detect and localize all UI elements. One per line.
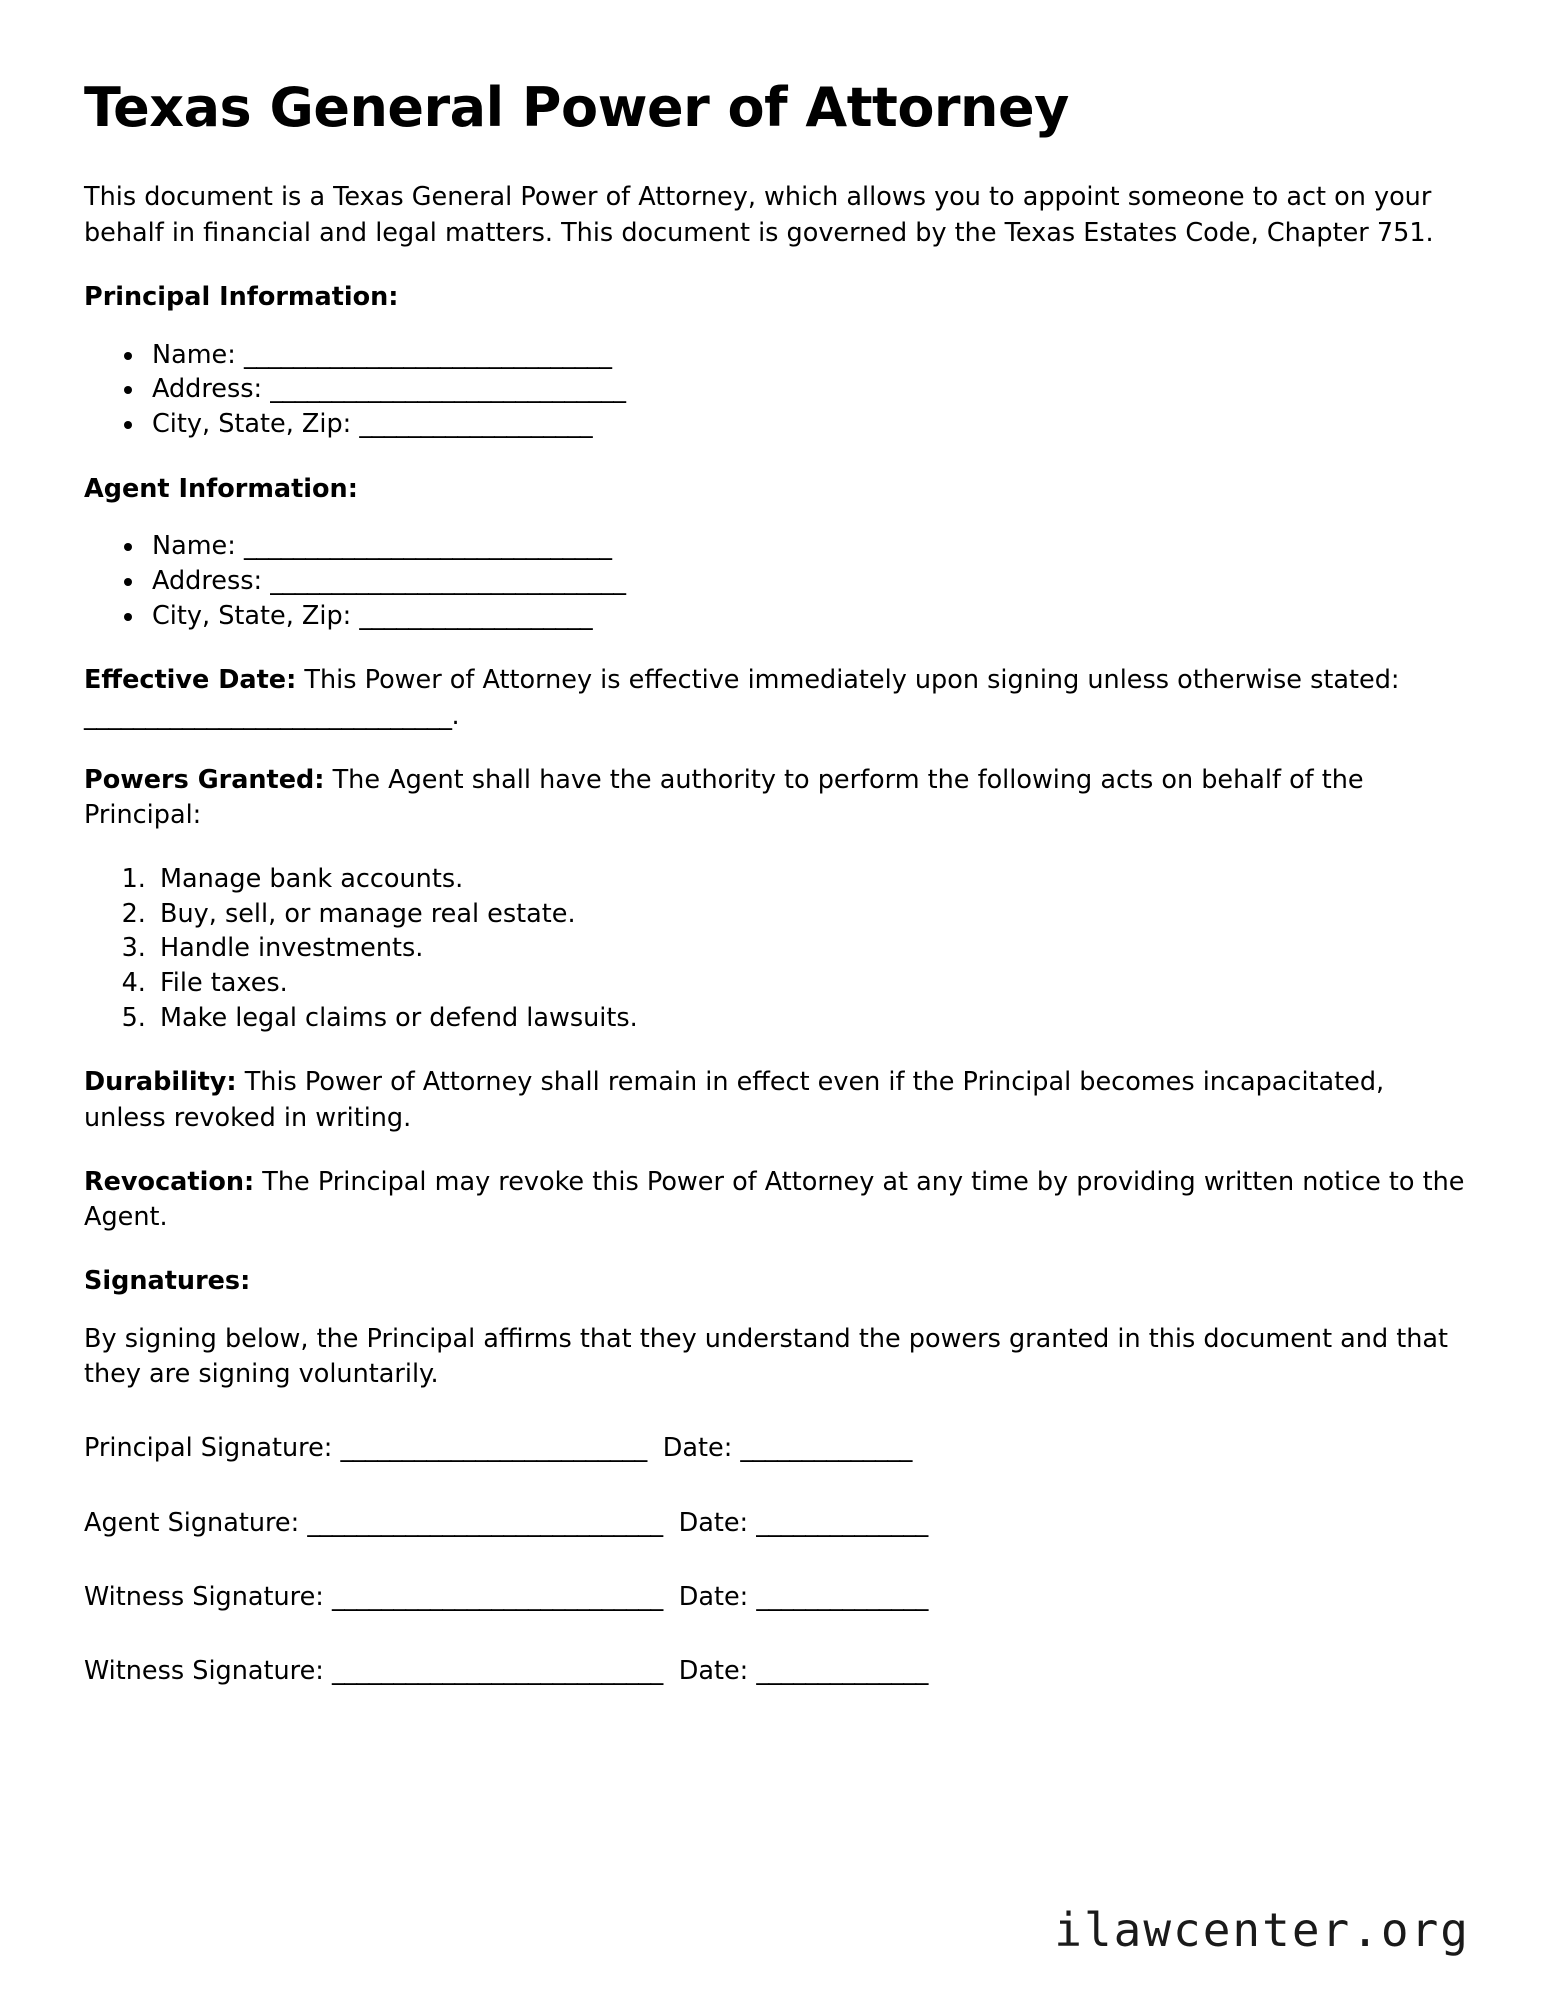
agent-date-blank[interactable]: ______________ bbox=[756, 1507, 928, 1538]
witness-two-date-label: Date: bbox=[678, 1656, 749, 1687]
powers-granted-lead: Powers Granted: bbox=[84, 764, 325, 795]
principal-city-state-zip-label: City, State, Zip: bbox=[152, 408, 352, 439]
list-item: 4. File taxes. bbox=[154, 966, 1470, 1001]
principal-signature-label: Principal Signature: bbox=[84, 1433, 333, 1464]
effective-date-suffix: . bbox=[451, 700, 460, 731]
intro-paragraph: This document is a Texas General Power of Attorney, which allows you to appoint someone to act on your behalf in financial and legal matters. This document is governed by the Texas Estates Code, Chapter 751. bbox=[84, 182, 1434, 249]
agent-information-heading: Agent Information: bbox=[84, 473, 358, 504]
witness-two-date-blank[interactable]: ______________ bbox=[756, 1656, 928, 1687]
signature-affirmation: By signing below, the Principal affirms that they understand the powers granted in this document and that they are signing voluntarily. bbox=[84, 1323, 1449, 1390]
list-item bbox=[146, 599, 1470, 634]
principal-name-label: Name: bbox=[152, 339, 236, 370]
principal-signature-blank[interactable]: _________________________ bbox=[340, 1433, 647, 1464]
principal-date-blank[interactable]: ______________ bbox=[740, 1433, 912, 1464]
list-item bbox=[146, 407, 1470, 442]
revocation-paragraph bbox=[84, 1165, 1470, 1236]
agent-field-list bbox=[84, 529, 1470, 633]
agent-signature-row bbox=[84, 1506, 1470, 1540]
list-item bbox=[146, 372, 1470, 407]
witness-one-signature-label: Witness Signature: bbox=[84, 1582, 324, 1613]
principal-address-label: Address: bbox=[152, 374, 263, 405]
effective-date-lead: Effective Date: bbox=[84, 665, 297, 696]
agent-address-label: Address: bbox=[152, 565, 263, 596]
effective-date-blank[interactable]: ______________________________ bbox=[84, 700, 452, 731]
list-item bbox=[146, 338, 1470, 373]
footer-watermark: ilawcenter.org bbox=[1054, 1903, 1470, 1957]
list-item bbox=[146, 564, 1470, 599]
principal-address-blank[interactable]: _____________________________ bbox=[270, 374, 626, 405]
principal-date-label: Date: bbox=[662, 1433, 733, 1464]
agent-name-blank[interactable]: ______________________________ bbox=[243, 531, 612, 562]
list-item bbox=[146, 529, 1470, 564]
principal-information-heading: Principal Information: bbox=[84, 281, 399, 312]
agent-city-state-zip-label: City, State, Zip: bbox=[152, 600, 352, 631]
witness-two-signature-row bbox=[84, 1654, 1470, 1688]
agent-city-state-zip-blank[interactable]: ___________________ bbox=[359, 600, 593, 631]
agent-date-label: Date: bbox=[678, 1507, 749, 1538]
effective-date-text: This Power of Attorney is effective immediately upon signing unless otherwise stated: bbox=[296, 665, 1400, 696]
effective-date-paragraph bbox=[84, 663, 1470, 734]
durability-paragraph bbox=[84, 1065, 1470, 1136]
durability-lead: Durability: bbox=[84, 1067, 237, 1098]
agent-signature-label: Agent Signature: bbox=[84, 1507, 300, 1538]
revocation-lead: Revocation: bbox=[84, 1166, 255, 1197]
list-item: 1. Manage bank accounts. bbox=[154, 862, 1470, 897]
durability-text: This Power of Attorney shall remain in effect even if the Principal becomes incapacitated, unless revoked in writing. bbox=[84, 1067, 1385, 1134]
witness-two-signature-blank[interactable]: ___________________________ bbox=[331, 1656, 663, 1687]
witness-two-signature-label: Witness Signature: bbox=[84, 1656, 324, 1687]
principal-signature-row bbox=[84, 1431, 1470, 1465]
revocation-text: The Principal may revoke this Power of Attorney at any time by providing written notice to the Agent. bbox=[84, 1166, 1465, 1233]
principal-field-list bbox=[84, 338, 1470, 442]
signature-block bbox=[84, 1431, 1470, 1689]
principal-city-state-zip-blank[interactable]: ___________________ bbox=[359, 408, 593, 439]
agent-name-label: Name: bbox=[152, 531, 236, 562]
witness-one-date-label: Date: bbox=[678, 1582, 749, 1613]
witness-one-signature-row bbox=[84, 1580, 1470, 1614]
powers-granted-text: The Agent shall have the authority to perform the following acts on behalf of the Principal: bbox=[84, 764, 1364, 831]
signatures-heading: Signatures: bbox=[84, 1266, 251, 1297]
list-item: 3. Handle investments. bbox=[154, 931, 1470, 966]
witness-one-date-blank[interactable]: ______________ bbox=[756, 1582, 928, 1613]
powers-granted-list bbox=[84, 862, 1470, 1035]
powers-granted-paragraph bbox=[84, 763, 1470, 834]
agent-address-blank[interactable]: _____________________________ bbox=[270, 565, 626, 596]
list-item: 5. Make legal claims or defend lawsuits. bbox=[154, 1001, 1470, 1036]
witness-one-signature-blank[interactable]: ___________________________ bbox=[331, 1582, 663, 1613]
list-item: 2. Buy, sell, or manage real estate. bbox=[154, 897, 1470, 932]
principal-name-blank[interactable]: ______________________________ bbox=[243, 339, 612, 370]
page-title: Texas General Power of Attorney bbox=[84, 76, 1069, 139]
agent-signature-blank[interactable]: _____________________________ bbox=[307, 1507, 663, 1538]
